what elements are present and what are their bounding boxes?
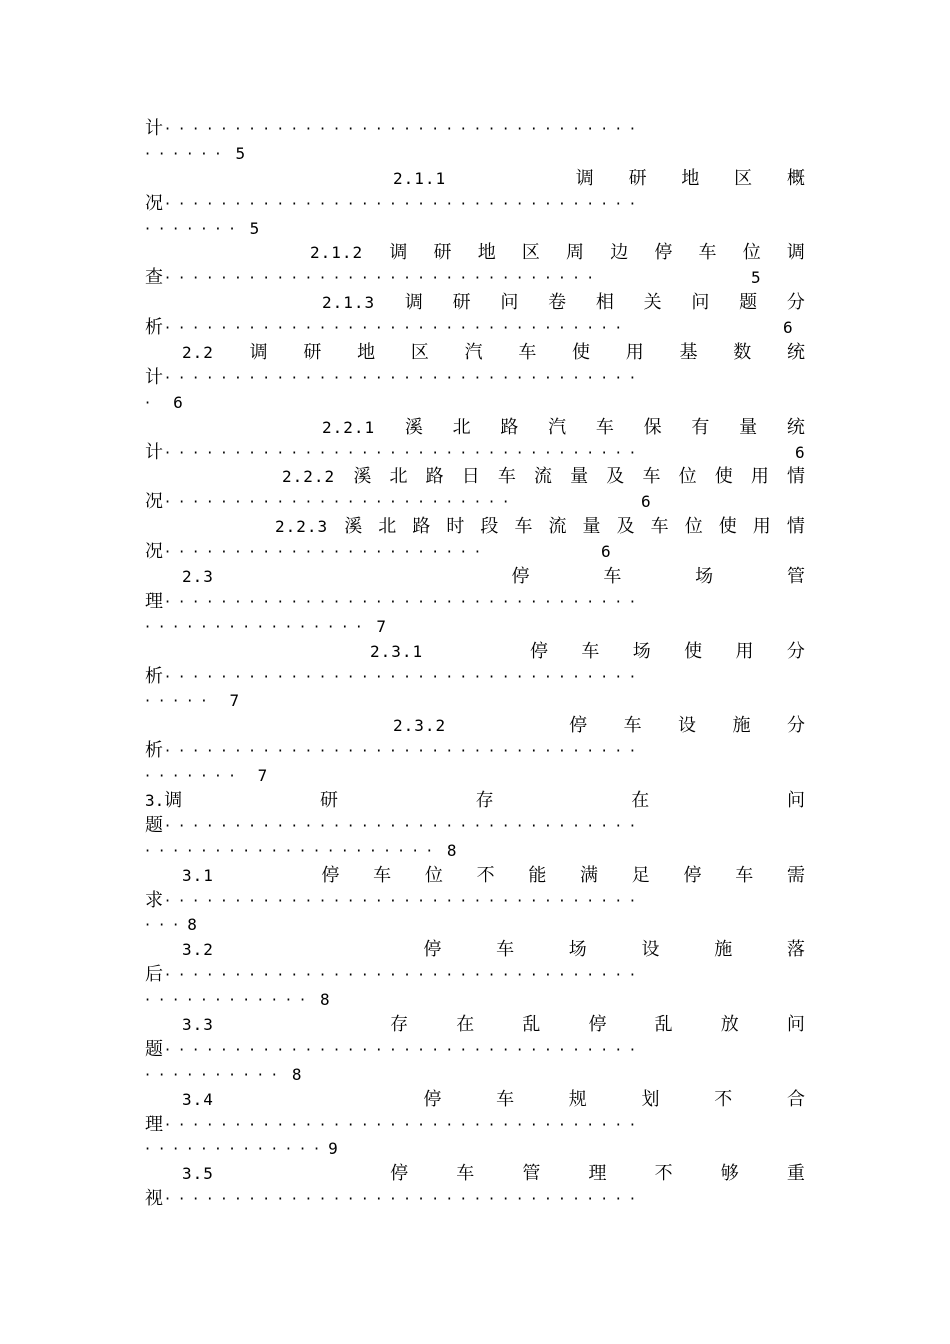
toc-page-number: 9 [328, 1139, 338, 1158]
toc-line [145, 142, 805, 166]
toc-text: 计 [145, 118, 163, 139]
toc-line [322, 416, 805, 440]
toc-number: 2.2.2 [282, 467, 336, 486]
toc-text: 日 [461, 466, 480, 487]
toc-text: 段 [480, 516, 499, 537]
toc-text: 存 [475, 790, 494, 811]
toc-page-number: 6 [795, 443, 805, 462]
toc-number: 3.2 [182, 940, 214, 959]
toc-page-number: 8 [446, 841, 457, 860]
toc-text: 存 [390, 1014, 409, 1035]
toc-number: 2.2 [182, 343, 214, 362]
toc-text: 能 [528, 865, 547, 886]
toc-text: 流 [534, 466, 553, 487]
toc-text: 量 [582, 516, 601, 537]
toc-page-number: 5 [235, 144, 246, 163]
toc-text: 调 [164, 790, 183, 811]
toc-text: 题 [145, 815, 163, 836]
toc-line [322, 291, 805, 315]
toc-leader: ······· [145, 219, 244, 238]
toc-line [145, 540, 805, 564]
toc-text: 车 [581, 641, 600, 662]
toc-text: 车 [518, 342, 537, 363]
toc-leader: ·································· [165, 1115, 644, 1134]
toc-leader: ············ [145, 990, 315, 1009]
toc-number: 2.1.3 [322, 293, 376, 312]
toc-page-number: 8 [291, 1065, 302, 1084]
toc-line [145, 963, 805, 987]
toc-text: 计 [145, 442, 163, 463]
toc-text: 设 [641, 939, 660, 960]
toc-text: 车 [735, 865, 754, 886]
toc-leader: ······················· [165, 542, 489, 561]
toc-page-number: 7 [229, 691, 240, 710]
toc-text: 析 [145, 317, 163, 338]
toc-text: 问 [786, 790, 805, 811]
toc-text: 不 [654, 1163, 673, 1184]
toc-text: 调 [389, 242, 408, 263]
toc-leader: ····· [145, 691, 216, 710]
toc-text: 场 [695, 566, 714, 587]
toc-line [145, 490, 805, 514]
toc-page-number: 7 [257, 766, 268, 785]
toc-line [393, 167, 805, 191]
toc-leader: · [145, 393, 160, 412]
toc-text: 问 [786, 1014, 805, 1035]
toc-text: 车 [496, 1089, 515, 1110]
toc-text: 使 [718, 516, 737, 537]
toc-text: 计 [145, 367, 163, 388]
toc-text: 车 [698, 242, 717, 263]
toc-number: 3.1 [182, 866, 214, 885]
toc-text: 位 [678, 466, 697, 487]
toc-text: 停 [390, 1163, 409, 1184]
toc-line [145, 1137, 805, 1161]
toc-line [145, 1187, 805, 1211]
toc-line [145, 316, 805, 340]
toc-line [145, 615, 805, 639]
toc-line [182, 864, 805, 888]
toc-line [182, 341, 805, 365]
toc-text: 问 [691, 292, 710, 313]
toc-text: 调 [404, 292, 423, 313]
toc-text: 情 [787, 466, 805, 487]
toc-text: 析 [145, 666, 163, 687]
toc-text: 北 [378, 516, 397, 537]
toc-text: 溪 [344, 516, 363, 537]
toc-line [182, 1162, 805, 1186]
toc-leader: ·································· [165, 443, 644, 462]
toc-line [145, 665, 805, 689]
toc-text: 规 [568, 1089, 587, 1110]
toc-text: 理 [588, 1163, 607, 1184]
toc-text: 使 [684, 641, 703, 662]
toc-leader: ·································· [165, 1189, 644, 1208]
toc-line [145, 391, 805, 415]
toc-text: 况 [145, 491, 163, 512]
toc-text: 研 [303, 342, 322, 363]
toc-text: 需 [786, 865, 805, 886]
toc-leader: ································· [165, 318, 630, 337]
toc-text: 够 [720, 1163, 739, 1184]
toc-text: 分 [786, 292, 805, 313]
toc-text: 设 [678, 715, 697, 736]
toc-text: 汽 [464, 342, 483, 363]
toc-text: 足 [631, 865, 650, 886]
toc-text: 地 [477, 242, 496, 263]
toc-leader: ······ [145, 144, 230, 163]
toc-text: 路 [412, 516, 431, 537]
toc-text: 车 [603, 566, 622, 587]
toc-number: 2.1.2 [310, 243, 364, 262]
toc-line [393, 714, 805, 738]
toc-page-number: 7 [376, 617, 387, 636]
toc-leader: ·································· [165, 1040, 644, 1059]
toc-number: 3.5 [182, 1164, 214, 1183]
toc-leader: ················ [145, 617, 371, 636]
toc-leader: ························· [165, 492, 518, 511]
toc-page-number: 6 [641, 492, 651, 511]
toc-text: 调 [249, 342, 268, 363]
toc-text: 车 [456, 1163, 475, 1184]
toc-text: 统 [786, 342, 805, 363]
toc-number: 2.2.3 [275, 517, 329, 536]
toc-text: 北 [452, 417, 471, 438]
toc-line [145, 764, 805, 788]
toc-leader: ··· [145, 915, 188, 934]
toc-text: 理 [145, 1114, 163, 1135]
toc-text: 相 [595, 292, 614, 313]
toc-text: 停 [423, 1089, 442, 1110]
toc-leader: ·········· [145, 1065, 286, 1084]
toc-text: 在 [631, 790, 650, 811]
toc-number: 2.3 [182, 567, 214, 586]
toc-text: 况 [145, 541, 163, 562]
toc-line [145, 441, 805, 465]
toc-text: 车 [496, 939, 515, 960]
toc-text: 场 [568, 939, 587, 960]
toc-leader: ············· [145, 1139, 329, 1158]
toc-text: 北 [389, 466, 408, 487]
toc-page-number: 5 [249, 219, 260, 238]
toc-leader: ·································· [165, 119, 644, 138]
toc-text: 使 [714, 466, 733, 487]
toc-text: 概 [786, 168, 805, 189]
toc-text: 问 [500, 292, 519, 313]
toc-text: 量 [570, 466, 589, 487]
toc-text: 时 [446, 516, 465, 537]
toc-text: 用 [750, 466, 769, 487]
toc-number: 3. [145, 791, 165, 810]
toc-text: 保 [643, 417, 662, 438]
toc-text: 用 [735, 641, 754, 662]
toc-text: 区 [521, 242, 540, 263]
toc-text: 车 [642, 466, 661, 487]
toc-text: 车 [514, 516, 533, 537]
toc-text: 有 [691, 417, 710, 438]
toc-line [145, 913, 805, 937]
toc-line [310, 241, 805, 265]
toc-leader: ·································· [165, 741, 644, 760]
toc-line [275, 515, 805, 539]
toc-text: 调 [575, 168, 594, 189]
toc-text: 放 [720, 1014, 739, 1035]
toc-text: 及 [606, 466, 625, 487]
toc-text: 用 [752, 516, 771, 537]
toc-text: 溪 [404, 417, 423, 438]
toc-page-number: 8 [187, 915, 197, 934]
toc-line [145, 889, 805, 913]
toc-text: 停 [654, 242, 673, 263]
toc-number: 2.3.1 [370, 642, 424, 661]
toc-text: 施 [714, 939, 733, 960]
toc-text: 求 [145, 890, 163, 911]
toc-text: 在 [456, 1014, 475, 1035]
toc-text: 数 [733, 342, 752, 363]
toc-text: 流 [548, 516, 567, 537]
toc-text: 停 [511, 566, 530, 587]
toc-text: 施 [732, 715, 751, 736]
toc-text: 情 [786, 516, 805, 537]
toc-text: 停 [423, 939, 442, 960]
toc-text: 及 [616, 516, 635, 537]
toc-text: 题 [145, 1039, 163, 1060]
toc-line [145, 1038, 805, 1062]
toc-text: 况 [145, 193, 163, 214]
toc-text: 周 [566, 242, 585, 263]
toc-line [182, 1013, 805, 1037]
toc-text: 视 [145, 1188, 163, 1209]
toc-text: 停 [321, 865, 340, 886]
toc-leader: ·································· [165, 891, 644, 910]
toc-text: 乱 [654, 1014, 673, 1035]
toc-text: 调 [786, 242, 805, 263]
toc-line [145, 1113, 805, 1137]
toc-leader: ······························· [165, 268, 602, 287]
toc-number: 3.4 [182, 1090, 214, 1109]
toc-text: 车 [595, 417, 614, 438]
toc-leader: ·································· [165, 592, 644, 611]
toc-heading [145, 789, 182, 813]
toc-text: 场 [632, 641, 651, 662]
toc-text: 落 [786, 939, 805, 960]
toc-text: 卷 [548, 292, 567, 313]
toc-text: 分 [786, 715, 805, 736]
toc-page-number: 5 [751, 268, 761, 287]
toc-number: 2.1.1 [393, 169, 447, 188]
toc-line [145, 789, 805, 813]
toc-text: 位 [424, 865, 443, 886]
toc-text: 车 [650, 516, 669, 537]
toc-line [182, 565, 805, 589]
toc-text: 停 [588, 1014, 607, 1035]
toc-text: 管 [786, 566, 805, 587]
toc-text: 用 [625, 342, 644, 363]
toc-text: 满 [580, 865, 599, 886]
toc-text: 后 [145, 964, 163, 985]
toc-page-number: 6 [601, 542, 611, 561]
toc-text: 不 [714, 1089, 733, 1110]
toc-text: 停 [569, 715, 588, 736]
toc-line [370, 640, 805, 664]
toc-text: 车 [623, 715, 642, 736]
toc-text: 地 [357, 342, 376, 363]
toc-number: 3.3 [182, 1015, 214, 1034]
toc-leader: ·································· [165, 965, 644, 984]
toc-text: 路 [425, 466, 444, 487]
toc-line [182, 1088, 805, 1112]
toc-line [282, 465, 805, 489]
toc-text: 车 [373, 865, 392, 886]
toc-text: 边 [610, 242, 629, 263]
toc-text: 理 [145, 591, 163, 612]
toc-text: 研 [452, 292, 471, 313]
toc-text: 使 [572, 342, 591, 363]
toc-leader: ·································· [165, 194, 644, 213]
toc-leader: ······· [145, 766, 244, 785]
toc-text: 汽 [548, 417, 567, 438]
toc-text: 溪 [353, 466, 372, 487]
toc-text: 研 [628, 168, 647, 189]
toc-line [145, 266, 805, 290]
toc-leader: ····················· [145, 841, 441, 860]
toc-text: 路 [500, 417, 519, 438]
toc-line [145, 117, 805, 141]
toc-line [145, 1063, 805, 1087]
toc-text: 统 [786, 417, 805, 438]
toc-text: 关 [643, 292, 662, 313]
toc-number: 2.3.2 [393, 716, 447, 735]
toc-number: 2.2.1 [322, 418, 376, 437]
toc-text: 基 [679, 342, 698, 363]
toc-text: 量 [739, 417, 758, 438]
toc-text: 停 [683, 865, 702, 886]
toc-line [145, 689, 805, 713]
toc-text: 地 [681, 168, 700, 189]
toc-leader: ·································· [165, 667, 644, 686]
toc-text: 研 [433, 242, 452, 263]
toc-text: 题 [739, 292, 758, 313]
toc-text: 析 [145, 740, 163, 761]
toc-text: 管 [522, 1163, 541, 1184]
toc-page-number: 6 [173, 393, 183, 412]
toc-line [145, 839, 805, 863]
toc-text: 停 [529, 641, 548, 662]
toc-text: 区 [410, 342, 429, 363]
toc-page-number: 8 [320, 990, 330, 1009]
toc-text: 区 [734, 168, 753, 189]
toc-line [145, 366, 805, 390]
toc-text: 分 [786, 641, 805, 662]
toc-page-number: 6 [783, 318, 793, 337]
toc-line [182, 938, 805, 962]
toc-line [145, 739, 805, 763]
toc-text: 研 [319, 790, 338, 811]
toc-line [145, 192, 805, 216]
toc-line [145, 988, 805, 1012]
toc-text: 车 [497, 466, 516, 487]
toc-text: 重 [786, 1163, 805, 1184]
toc-text: 位 [742, 242, 761, 263]
toc-text: 位 [684, 516, 703, 537]
toc-line [145, 217, 805, 241]
toc-leader: ·································· [165, 816, 644, 835]
toc-text: 查 [145, 267, 163, 288]
toc-line [145, 590, 805, 614]
toc-text: 乱 [522, 1014, 541, 1035]
toc-line [145, 814, 805, 838]
toc-text: 不 [476, 865, 495, 886]
toc-text: 划 [641, 1089, 660, 1110]
toc-leader: ·································· [165, 368, 644, 387]
toc-text: 合 [786, 1089, 805, 1110]
